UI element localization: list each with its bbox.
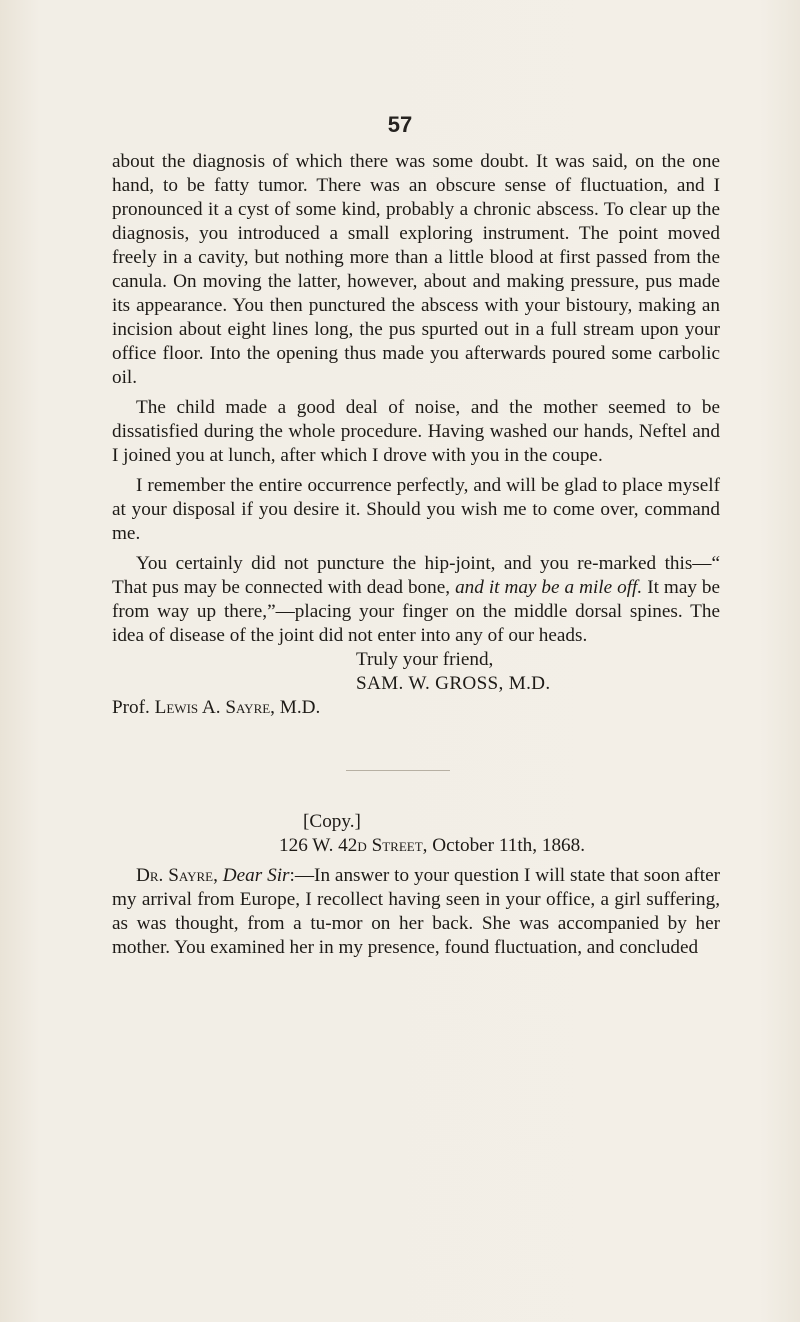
dateline-suffix: d: [357, 835, 367, 856]
paragraph-4-part-1: You certainly did not puncture the hip-joint, and you re-marked this—“ That pus may be connected with dead bone,: [112, 553, 720, 598]
signature: SAM. W. GROSS, M.D.: [356, 673, 551, 694]
paragraph-4: [112, 552, 720, 648]
letter-2-text: :—In answer to your question I will state that soon after my arrival from Europe, I recollect having seen in your office, a girl suffering, as was thought, from a tu-mor on her back. She was accompanied by her mother. You examined her in my presence, found fluctuation, and concluded: [112, 865, 721, 958]
addressee: [112, 696, 720, 720]
closing: Truly your friend,: [356, 649, 494, 670]
page-number: 57: [387, 112, 413, 137]
dateline-number: 126 W. 42: [279, 835, 358, 856]
paragraph-4-part-2: It may be from way up there,”—placing your finger on the middle dorsal spines. The idea of disease of the joint did not enter into any of our heads.: [112, 577, 721, 646]
dateline-rest: , October 11th, 1868.: [422, 835, 586, 856]
dateline: [112, 834, 720, 858]
paragraph-2: The child made a good deal of noise, and the mother seemed to be dissatisfied during the whole procedure. Having washed our hands, Neftel and I joined you at lunch, after which I drove with you in the coupe.: [112, 397, 720, 466]
letter-1: [112, 150, 720, 720]
letter-2-body: [112, 864, 720, 960]
section-divider: [346, 770, 450, 771]
dateline-street: Street: [371, 835, 423, 856]
letter-2: [112, 810, 720, 960]
addressee-name: Lewis A. Sayre, M.D.: [154, 697, 321, 718]
copy-mark: [Copy.]: [303, 811, 361, 832]
salutation-name: Dr. Sayre,: [136, 865, 218, 886]
paragraph-1: about the diagnosis of which there was some doubt. It was said, on the one hand, to be fatty tumor. There was an obscure sense of fluctuation, and I pronounced it a cyst of some kind, probably a chronic abscess. To clear up the diagnosis, you introduced a small exploring instrument. The point moved freely in a cavity, but nothing more than a little blood at first passed from the canula. On moving the latter, however, about and making pressure, pus made its appearance. You then punctured the abscess with your bistoury, making an incision about eight lines long, the pus spurted out in a full stream upon your office floor. Into the opening thus made you afterwards poured some carbolic oil.: [112, 151, 720, 388]
salutation-dear: Dear Sir: [222, 865, 290, 886]
addressee-prefix: Prof.: [112, 697, 150, 718]
paragraph-4-italic: and it may be a mile off.: [455, 577, 643, 598]
paragraph-3: I remember the entire occurrence perfectly, and will be glad to place myself at your disposal if you desire it. Should you wish me to come over, command me.: [112, 475, 720, 544]
